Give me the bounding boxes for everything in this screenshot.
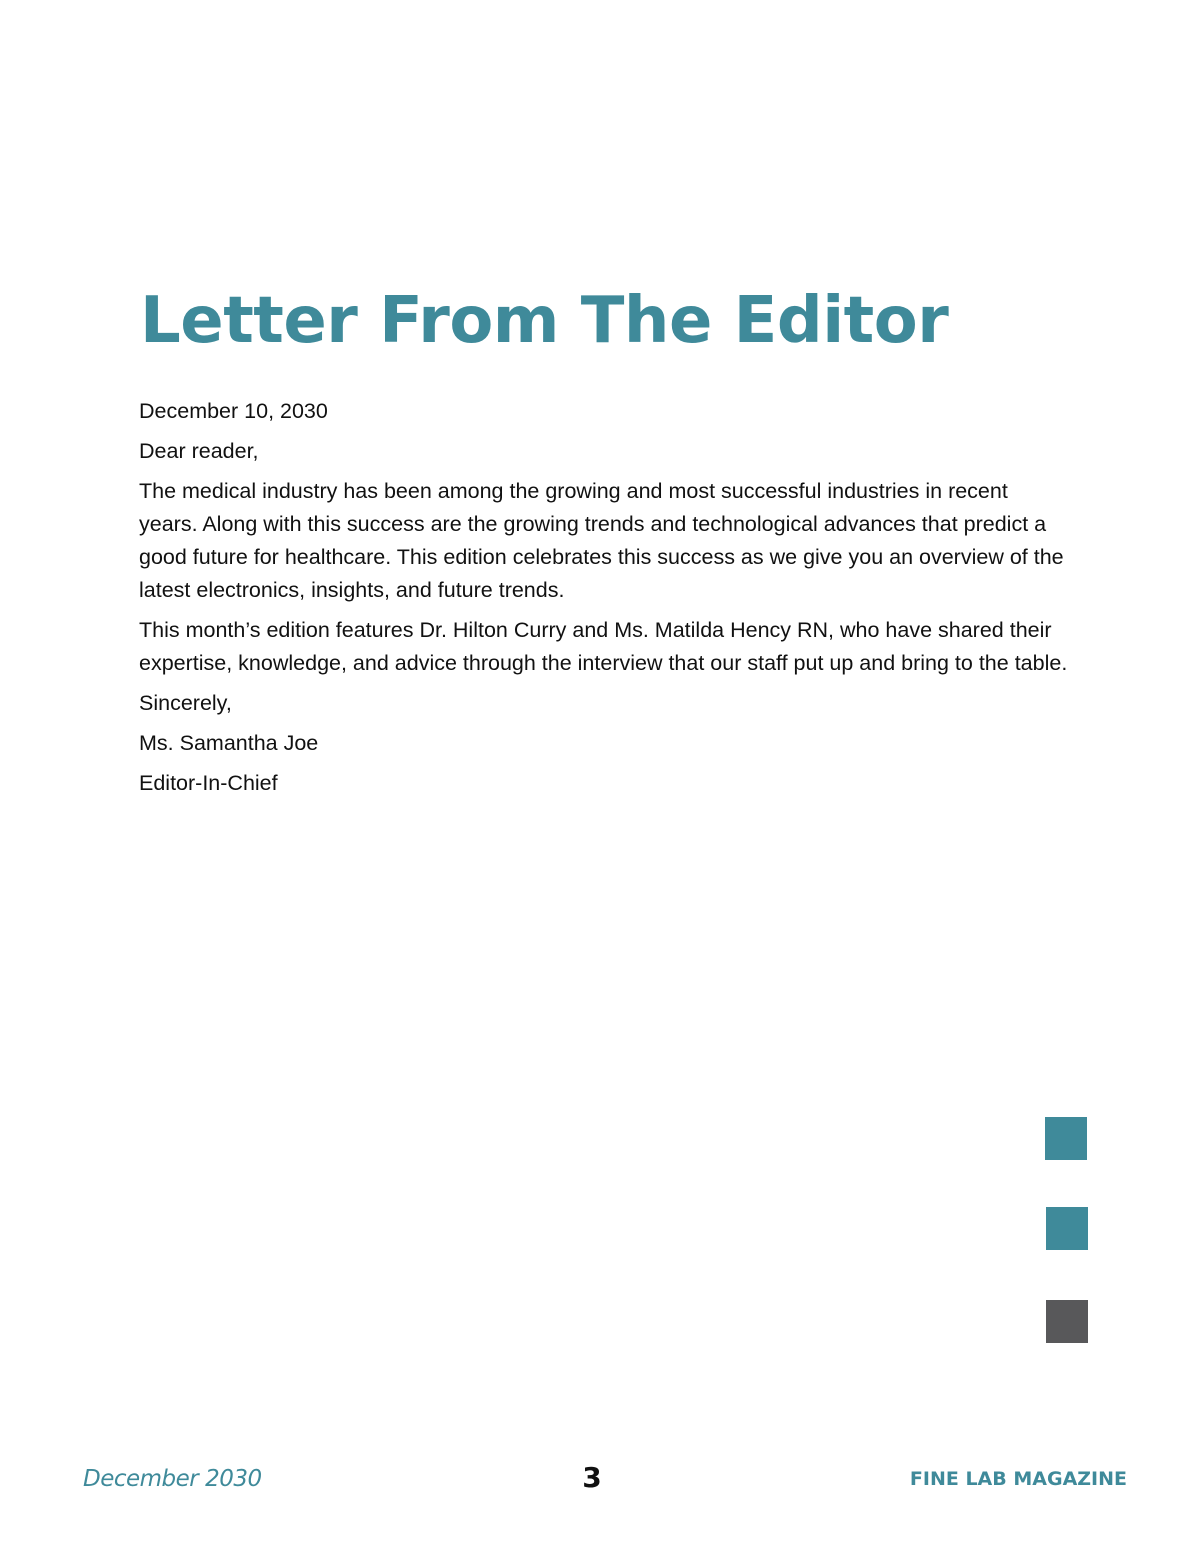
letter-date: December 10, 2030 [139, 399, 328, 423]
letter-paragraph-2: This month’s edition features Dr. Hilton Curry and Ms. Matilda Hency RN, who have shared their expertise, knowledge, and advice through the interview that our staff put up and bring to the table. [139, 618, 1068, 675]
page-title: Letter From The Editor [140, 284, 949, 358]
page-number: 3 [582, 1461, 602, 1494]
letter-paragraph-1: The medical industry has been among the growing and most successful industries in recent years. Along with this success are the growing trends and technological advances that predict a good future for healthcare. This edition celebrates this success as we give you an overview of the latest electronics, insights, and future trends. [139, 479, 1064, 602]
letter-closing: Sincerely, [139, 691, 232, 715]
signer-title: Editor-In-Chief [139, 771, 278, 795]
decorative-square-teal-middle [1046, 1207, 1088, 1250]
magazine-name: FINE LAB MAGAZINE [909, 1468, 1127, 1490]
decorative-square-gray-bottom [1046, 1300, 1088, 1343]
footer-date: December 2030 [83, 1466, 262, 1492]
letter-salutation: Dear reader, [139, 439, 259, 463]
decorative-square-teal-top [1045, 1117, 1087, 1160]
letter-body [139, 395, 1069, 807]
signer-name: Ms. Samantha Joe [139, 731, 319, 755]
